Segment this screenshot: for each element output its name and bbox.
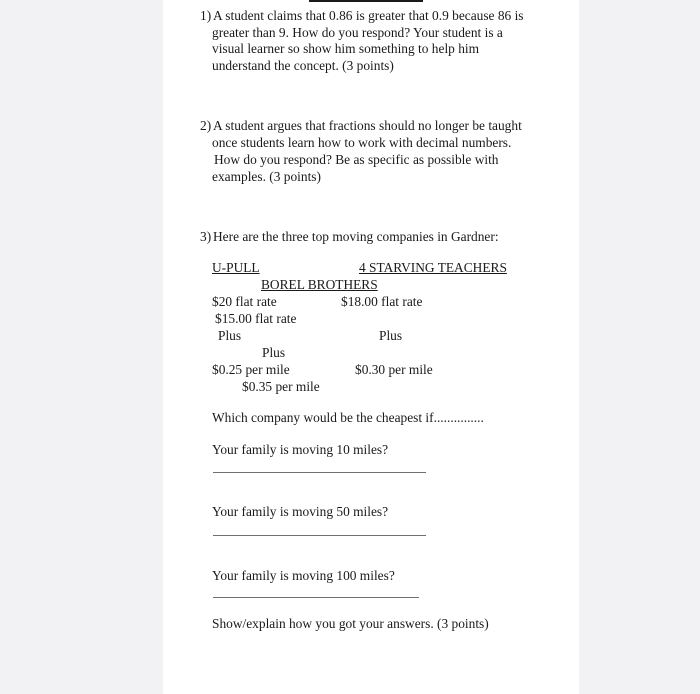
answer-line-100-miles bbox=[213, 597, 419, 598]
scenario-50-miles: Your family is moving 50 miles? bbox=[212, 504, 389, 519]
q2-line-2: once students learn how to work with decimal numbers. bbox=[212, 135, 512, 150]
upull-flat-rate: $20 flat rate bbox=[212, 294, 277, 309]
company-upull-name: U-PULL bbox=[212, 260, 260, 275]
answer-line-10-miles bbox=[213, 472, 426, 473]
worksheet-page bbox=[163, 0, 579, 694]
q3-number: 3) bbox=[200, 229, 212, 244]
starving-per-mile: $0.30 per mile bbox=[355, 362, 433, 377]
scenario-100-miles: Your family is moving 100 miles? bbox=[212, 568, 395, 583]
q1-line-4: understand the concept. (3 points) bbox=[212, 58, 394, 73]
borel-flat-rate: $15.00 flat rate bbox=[215, 311, 297, 326]
show-work-prompt: Show/explain how you got your answers. (3 points) bbox=[212, 616, 489, 631]
cropped-heading-underline bbox=[309, 0, 423, 2]
company-borel-name: BOREL BROTHERS bbox=[261, 277, 378, 292]
q2-number: 2) bbox=[200, 118, 212, 133]
q1-line-1: A student claims that 0.86 is greater that 0.9 because 86 is bbox=[213, 8, 524, 23]
q1-number: 1) bbox=[200, 8, 212, 23]
q1-line-2: greater than 9. How do you respond? Your student is a bbox=[212, 25, 503, 40]
q2-line-3: How do you respond? Be as specific as possible with bbox=[214, 152, 499, 167]
upull-per-mile: $0.25 per mile bbox=[212, 362, 290, 377]
which-company-prompt: Which company would be the cheapest if............... bbox=[212, 410, 484, 425]
company-starving-name: 4 STARVING TEACHERS bbox=[359, 260, 507, 275]
starving-flat-rate: $18.00 flat rate bbox=[341, 294, 423, 309]
starving-plus: Plus bbox=[379, 328, 403, 343]
q1-line-3: visual learner so show him something to help him bbox=[212, 41, 480, 56]
q2-line-1: A student argues that fractions should no longer be taught bbox=[213, 118, 522, 133]
upull-plus: Plus bbox=[218, 328, 242, 343]
borel-plus: Plus bbox=[262, 345, 286, 360]
borel-per-mile: $0.35 per mile bbox=[242, 379, 320, 394]
q3-intro: Here are the three top moving companies in Gardner: bbox=[213, 229, 499, 244]
q2-line-4: examples. (3 points) bbox=[212, 169, 321, 184]
scenario-10-miles: Your family is moving 10 miles? bbox=[212, 442, 389, 457]
answer-line-50-miles bbox=[213, 535, 426, 536]
